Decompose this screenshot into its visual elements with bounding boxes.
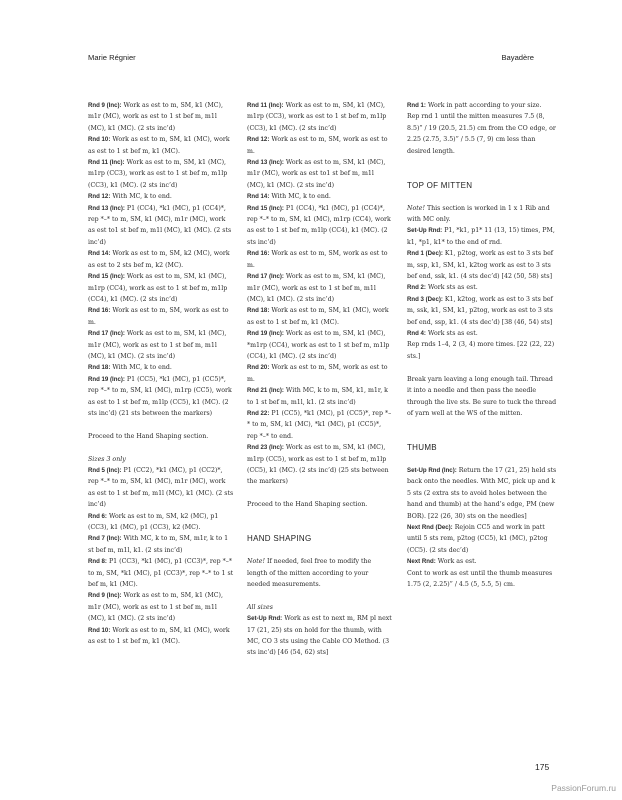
round-instruction: Rnd 21 (Inc): With MC, k to m, SM, k1, m1r, k to 1 st bef m, m1l, k1. (2 sts inc’d) bbox=[247, 387, 388, 406]
watermark: PassionForum.ru bbox=[551, 783, 616, 793]
round-instruction: Rnd 8: P1 (CC3), *k1 (MC), p1 (CC3)*, rep *–* to m, SM, *k1 (MC), p1 (CC3)*, rep *–* to 1 st bef m, k1 (MC). bbox=[88, 558, 234, 589]
round-instruction: Rnd 15 (Inc): P1 (CC4), *k1 (MC), p1 (CC4)*, rep *–* to m, SM, k1 (MC), m1rp (CC4), work as est to 1 st bef m, m1lp (CC4), k1 (MC). (2 sts inc’d) bbox=[247, 204, 391, 246]
round-instruction: Rnd 14: With MC, k to end. bbox=[247, 193, 331, 201]
sizes-label: Sizes 3 only bbox=[88, 455, 126, 463]
section-heading-top-of-mitten: TOP OF MITTEN bbox=[407, 180, 473, 190]
round-instruction: Set-Up Rnd: P1, *k1, p1* 11 (13, 15) times, PM, k1, *p1, k1* to the end of rnd. bbox=[407, 227, 555, 246]
round-instruction: Rnd 17 (Inc): Work as est to m, SM, k1 (MC), m1r (MC), work as est to 1 st bef m, m1l (MC), k1 (MC). (2 sts inc’d) bbox=[247, 273, 386, 303]
round-instruction: Rnd 1 (Dec): K1, p2tog, work as est to 3 sts bef m, ssp, k1, SM, k1, k2tog work as est to 3 sts bef end, ssk, k1. (4 sts dec’d) [42 (50, 58) sts] bbox=[407, 250, 554, 281]
round-instruction: Rnd 12: With MC, k to end. bbox=[88, 193, 172, 201]
round-instruction: Rnd 19 (Inc): P1 (CC5), *k1 (MC), p1 (CC5)*, rep *–* to m, SM, k1 (MC), m1rp (CC5), work as est to 1 st bef m, m1lp (CC5), k1 (MC). (2 sts inc’d) (21 sts between the markers) bbox=[88, 375, 232, 417]
round-instruction: Rnd 4: Work sts as est. bbox=[407, 330, 478, 338]
round-instruction: Rnd 11 (Inc): Work as est to m, SM, k1 (MC), m1rp (CC3), work as est to 1 st bef m, m1lp (CC3), k1 (MC). (2 sts inc’d) bbox=[247, 102, 387, 132]
round-instruction: Next Rnd: Work as est. bbox=[407, 558, 477, 566]
round-instruction: Rnd 7 (Inc): With MC, k to m, SM, m1r, k to 1 st bef m, m1l, k1. (2 sts inc’d) bbox=[88, 535, 229, 554]
note: Note! If needed, feel free to modify the length of the mitten according to your needed measurements. bbox=[247, 558, 372, 588]
finishing-instruction: Break yarn leaving a long enough tail. Thread it into a needle and then pass the needle through the live sts. Be sure to tuck the thread of yarn well at the WS of the mitten. bbox=[407, 375, 557, 417]
round-instruction: Rnd 14: Work as est to m, SM, k2 (MC), work as est to 2 sts bef m, k2 (MC). bbox=[88, 250, 230, 269]
note: Note! This section is worked in 1 x 1 Rib and with MC only. bbox=[407, 204, 550, 224]
section-heading-hand-shaping: HAND SHAPING bbox=[247, 534, 312, 544]
round-instruction: Rnd 18: Work as est to m, SM, k1 (MC), work as est to 1 st bef m, k1 (MC). bbox=[247, 307, 389, 326]
section-heading-thumb: THUMB bbox=[407, 443, 437, 453]
column-1 bbox=[88, 100, 234, 647]
round-instruction: Rnd 2: Work sts as est. bbox=[407, 284, 478, 292]
round-instruction: Rnd 10: Work as est to m, SM, k1 (MC), work as est to 1 st bef m, k1 (MC). bbox=[88, 136, 230, 155]
header-title: Bayadère bbox=[501, 53, 534, 62]
round-instruction: Rnd 11 (Inc): Work as est to m, SM, k1 (MC), m1rp (CC3), work as est to 1 st bef m, m1lp (CC3), k1 (MC). (2 sts inc’d) bbox=[88, 159, 228, 189]
round-instruction: Rnd 13 (Inc): P1 (CC4), *k1 (MC), p1 (CC4)*, rep *–* to m, SM, k1 (MC), m1r (MC), work as est to1 st bef m, m1l (MC), k1 (MC). (2 sts inc’d) bbox=[88, 204, 232, 246]
round-instruction: Rnd 22: P1 (CC5), *k1 (MC), p1 (CC5)*, rep *–* to m, SM, k1 (MC), *k1 (MC), p1 (CC5)*, rep *–* to end. bbox=[247, 409, 392, 440]
round-instruction: Rnd 10: Work as est to m, SM, k1 (MC), work as est to 1 st bef m, k1 (MC). bbox=[88, 626, 230, 646]
proceed-note: Proceed to the Hand Shaping section. bbox=[88, 432, 209, 440]
round-instruction: Rnd 9 (Inc): Work as est to m, SM, k1 (MC), m1r (MC), work as est to 1 st bef m, m1l (MC), k1 (MC). (2 sts inc’d) bbox=[88, 592, 223, 623]
header-author: Marie Régnier bbox=[88, 53, 136, 62]
round-instruction: Set-Up Rnd: Work as est to next m, RM pl next 17 (21, 25) sts on hold for the thumb, with MC, CO 3 sts using the Cable CO Method. (3 sts inc’d) [46 (54, 62) sts] bbox=[247, 615, 392, 657]
round-instruction: Rnd 20: Work as est to m, SM, work as est to m. bbox=[247, 364, 388, 383]
repeat-instruction: Rep rnds 1–4, 2 (3, 4) more times. [22 (22, 22) sts.] bbox=[407, 341, 555, 360]
round-instruction: Rnd 15 (Inc): Work as est to m, SM, k1 (MC), m1rp (CC4), work as est to 1 st bef m, m1lp (CC4), k1 (MC). (2 sts inc’d) bbox=[88, 273, 228, 303]
round-instruction: Set-Up Rnd (Inc): Return the 17 (21, 25) held sts back onto the needles. With MC, pick up and k 5 sts (2 extra sts to avoid holes between the hand and thumb) at the hand’s edge, PM (new BOR). [22 (26, 30) sts on the needles] bbox=[407, 466, 557, 520]
round-instruction: Rnd 1: Work in patt according to your size. bbox=[407, 102, 542, 109]
round-instruction: Rnd 19 (Inc): Work as est to m, SM, k1 (MC), *m1rp (CC4), work as est to 1 st bef m, m1lp (CC4), k1 (MC). (2 sts inc’d) bbox=[247, 330, 390, 360]
round-instruction: Rnd 12: Work as est to m, SM, work as est to m. bbox=[247, 136, 388, 155]
round-instruction: Rnd 16: Work as est to m, SM, work as est to m. bbox=[247, 250, 388, 269]
round-instruction: Rnd 17 (Inc): Work as est to m, SM, k1 (MC), m1r (MC), work as est to 1 st bef m, m1l (MC), k1 (MC). (2 sts inc’d) bbox=[88, 330, 227, 360]
round-instruction: Rnd 18: With MC, k to end. bbox=[88, 364, 172, 372]
round-instruction: Rnd 5 (Inc): P1 (CC2), *k1 (MC), p1 (CC2)*, rep *–* to m, SM, k1 (MC), m1r (MC), work as est to 1 st bef m, m1l (MC), k1 (MC). (2 sts inc’d) bbox=[88, 466, 234, 509]
round-instruction: Rnd 16: Work as est to m, SM, work as est to m. bbox=[88, 307, 229, 326]
column-3 bbox=[407, 100, 557, 590]
proceed-note: Proceed to the Hand Shaping section. bbox=[247, 501, 368, 509]
round-instruction: Rnd 13 (Inc): Work as est to m, SM, k1 (MC), m1r (MC), work as est to1 st bef m, m1l (MC), k1 (MC). (2 sts inc’d) bbox=[247, 159, 386, 189]
page-number: 175 bbox=[535, 762, 550, 772]
round-instruction: Rnd 3 (Dec): K1, k2tog, work as est to 3 sts bef m, ssk, k1, SM, k1, p2tog, work as est to 3 sts bef end, ssp, k1. (4 sts dec’d) [38 (46, 54) sts] bbox=[407, 295, 553, 326]
sizes-label: All sizes bbox=[247, 603, 273, 611]
round-instruction: Rnd 6: Work as est to m, SM, k2 (MC), p1 (CC3), k1 (MC), p1 (CC3), k2 (MC). bbox=[88, 512, 219, 531]
round-instruction: Rnd 9 (Inc): Work as est to m, SM, k1 (MC), m1r (MC), work as est to 1 st bef m, m1l (MC), k1 (MC). (2 sts inc’d) bbox=[88, 102, 223, 132]
repeat-instruction: Rep rnd 1 until the mitten measures 7.5 (8, 8.5)” / 19 (20.5, 21.5) cm from the CO edge, or 2.25 (2.75, 3.5)” / 5.5 (7, 9) cm less than desired length. bbox=[407, 113, 556, 155]
column-2 bbox=[247, 100, 393, 659]
repeat-instruction: Cont to work as est until the thumb measures 1.75 (2, 2.25)” / 4.5 (5, 5.5, 5) cm. bbox=[407, 569, 553, 588]
round-instruction: Rnd 23 (Inc): Work as est to m, SM, k1 (MC), m1rp (CC5), work as est to 1 st bef m, m1lp (CC5), k1 (MC). (2 sts inc’d) (25 sts between the markers) bbox=[247, 444, 389, 486]
round-instruction: Next Rnd (Dec): Rejoin CC5 and work in patt until 5 sts rem, p2tog (CC5), k1 (MC), p2tog (CC5). (2 sts dec’d) bbox=[407, 523, 548, 554]
